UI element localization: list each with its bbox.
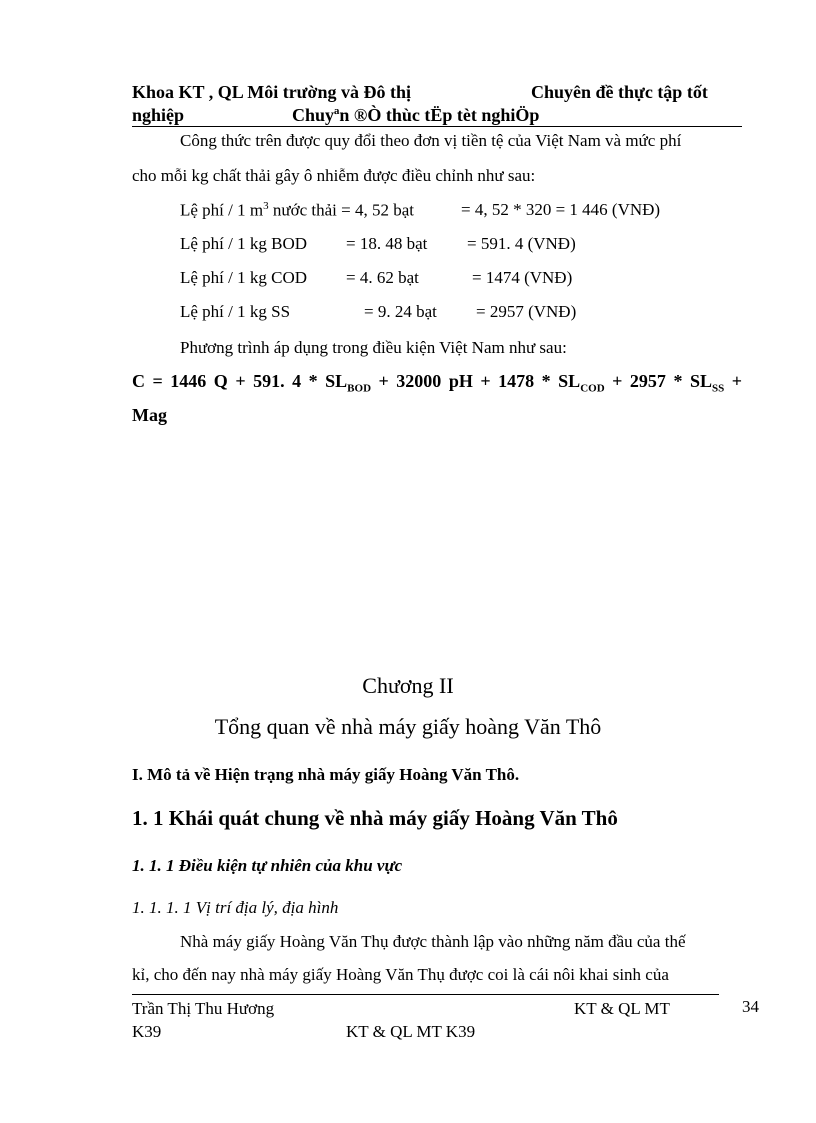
intro-line-2: cho mỗi kg chất thải gây ô nhiễm được điều chỉnh như sau:	[132, 166, 536, 185]
page-number: 34	[742, 997, 759, 1016]
header-rule	[132, 126, 742, 127]
footer-author: Trần Thị Thu Hương	[132, 999, 275, 1018]
fee-cod-label: Lệ phí / 1 kg COD	[180, 268, 308, 287]
section-heading-1-1: 1. 1 Khái quát chung về nhà máy giấy Hoàng Văn Thô	[132, 806, 618, 830]
fee-ss-label: Lệ phí / 1 kg SS	[180, 302, 291, 321]
fee-bod-label: Lệ phí / 1 kg BOD	[180, 234, 308, 253]
paragraph-line-1: Nhà máy giấy Hoàng Văn Thụ được thành lập vào những năm đầu của thế	[180, 932, 686, 951]
fee-cod-rate: = 4. 62 bạt	[346, 268, 419, 287]
fee-ss-calc: = 2957 (VNĐ)	[476, 302, 577, 321]
equation-intro: Phương trình áp dụng trong điều kiện Việt Nam như sau:	[180, 338, 567, 357]
section-heading-1: I. Mô tả về Hiện trạng nhà máy giấy Hoàng Văn Thô.	[132, 765, 520, 784]
footer-right: KT & QL MT	[574, 999, 670, 1018]
footer-line2-center: KT & QL MT K39	[346, 1022, 476, 1041]
fee-ss-rate: = 9. 24 bạt	[364, 302, 437, 321]
equation-line-2: Mag	[132, 405, 167, 425]
fee-water: Lệ phí / 1 $m^3$ nước thải = 4, 52 bạt	[180, 200, 414, 220]
intro-line-1: Công thức trên được quy đổi theo đơn vị tiền tệ của Việt Nam và mức phí	[180, 131, 682, 150]
fee-bod-rate: = 18. 48 bạt	[346, 234, 428, 253]
paragraph-line-2: kỉ, cho đến nay nhà máy giấy Hoàng Văn Thụ được coi là cái nôi khai sinh của	[132, 965, 669, 984]
header-left: Khoa KT , QL Môi trường và Đô thị	[132, 82, 411, 102]
chapter-number: Chương II	[362, 673, 454, 698]
section-heading-1-1-1: 1. 1. 1 Điều kiện tự nhiên của khu vực	[132, 856, 403, 875]
header-line2-left: nghiệp	[132, 105, 185, 125]
footer-line2-left: K39	[132, 1022, 162, 1041]
header-line2-center: Chuyªn ®Ò thùc tËp tèt nghiÖp	[292, 105, 540, 125]
header-right: Chuyên đề thực tập tốt	[531, 82, 708, 102]
fee-water-calc: = 4, 52 * 320 = 1 446 (VNĐ)	[461, 200, 661, 219]
equation: C = 1446 Q + 591. $4 * SL_{BOD} + 32000$ pH + $1478 * SL_{COD} + 2957 * SL_{SS}$ +	[132, 371, 743, 395]
fee-cod-calc: = 1474 (VNĐ)	[472, 268, 573, 287]
chapter-title: Tổng quan về nhà máy giấy hoàng Văn Thô	[214, 714, 602, 739]
section-heading-1-1-1-1: 1. 1. 1. 1 Vị trí địa lý, địa hình	[132, 898, 339, 917]
fee-bod-calc: = 591. 4 (VNĐ)	[467, 234, 576, 253]
footer-rule	[132, 994, 719, 995]
